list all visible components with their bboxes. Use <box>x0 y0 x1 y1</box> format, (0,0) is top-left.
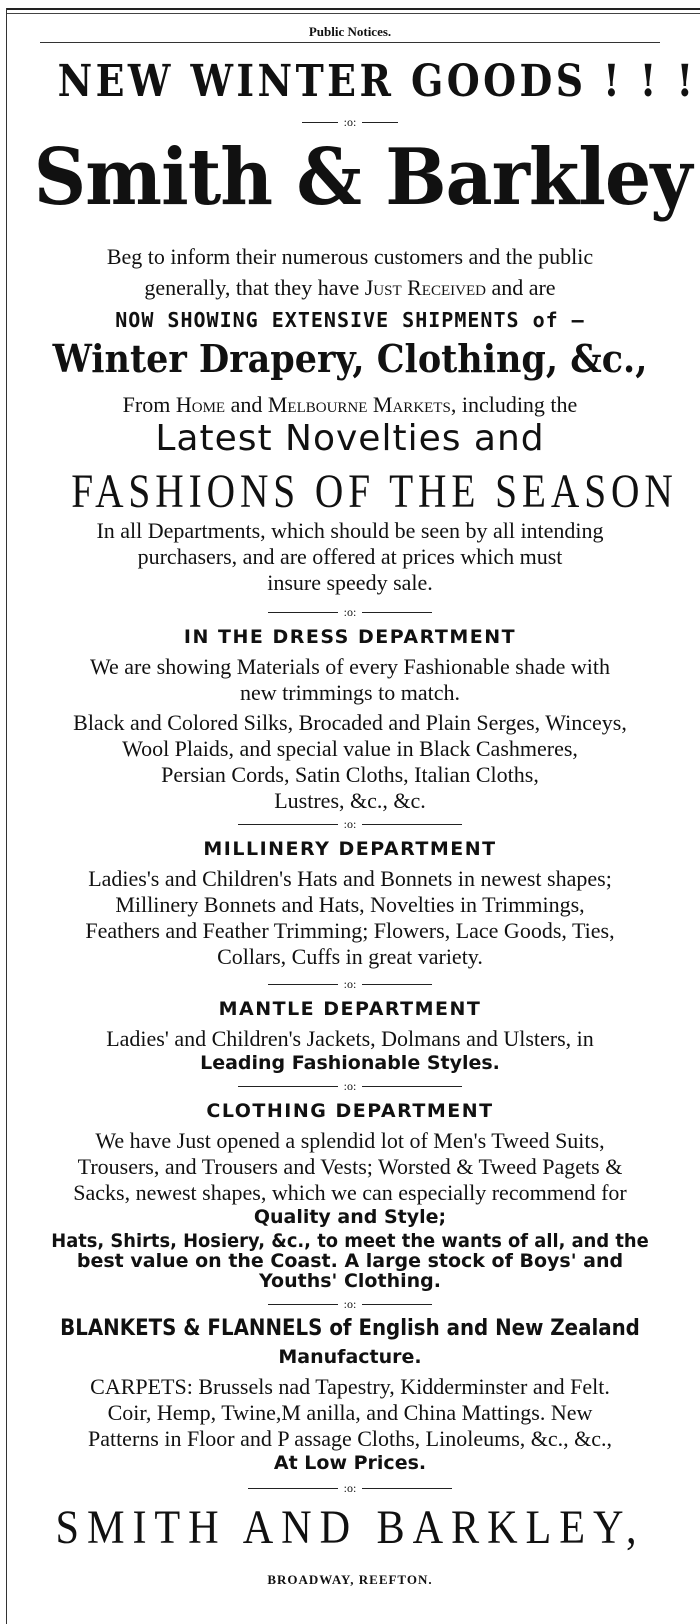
millinery-department-title: MILLINERY DEPARTMENT <box>203 838 497 860</box>
firm-title: Smith & Barkley <box>33 132 692 223</box>
intro-line: NOW SHOWING EXTENSIVE SHIPMENTS of — <box>115 308 585 332</box>
millinery-line: Millinery Bonnets and Hats, Novelties in Trimmings, <box>115 892 585 917</box>
clothing-line: We have Just opened a splendid lot of Men's Tweed Suits, <box>95 1128 605 1153</box>
top-rule-thin <box>6 13 700 14</box>
top-rule <box>6 8 700 10</box>
clothing-line: best value on the Coast. A large stock of Boys' and <box>76 1250 624 1272</box>
dress-line: We are showing Materials of every Fashionable shade with <box>90 654 610 679</box>
dress-line: Lustres, &c., &c. <box>274 788 426 813</box>
section-header: Public Notices. <box>308 24 392 39</box>
blankets-line: BLANKETS & FLANNELS of English and New Zealand <box>60 1316 640 1341</box>
separator: :o: <box>0 816 700 832</box>
blankets-line: Manufacture. <box>278 1346 422 1368</box>
intro-line: purchasers, and are offered at prices which must <box>137 544 563 569</box>
separator: :o: <box>0 604 700 620</box>
carpets-line: At Low Prices. <box>273 1452 427 1474</box>
carpets-line: Patterns in Floor and P assage Cloths, Linoleums, &c., &c., <box>87 1426 613 1451</box>
fashions-heading: FASHIONS OF THE SEASON <box>71 465 678 518</box>
intro-line: Beg to inform their numerous customers and the public <box>106 244 594 269</box>
mantle-line: Ladies' and Children's Jackets, Dolmans and Ulsters, in <box>106 1026 594 1051</box>
separator: :o: <box>0 114 700 130</box>
dress-line: Black and Colored Silks, Brocaded and Plain Serges, Winceys, <box>73 710 627 735</box>
millinery-line: Feathers and Feather Trimming; Flowers, Lace Goods, Ties, <box>85 918 615 943</box>
headline: NEW WINTER GOODS ! ! ! <box>57 56 697 107</box>
intro-line: From Home and Melbourne Markets, including the <box>122 392 578 417</box>
separator: :o: <box>0 976 700 992</box>
clothing-department-title: CLOTHING DEPARTMENT <box>206 1100 494 1122</box>
intro-line: In all Departments, which should be seen by all intending <box>96 518 604 543</box>
separator: :o: <box>0 1296 700 1312</box>
dress-line: new trimmings to match. <box>240 680 460 705</box>
mantle-department-title: MANTLE DEPARTMENT <box>218 998 482 1020</box>
dress-line: Wool Plaids, and special value in Black Cashmeres, <box>122 736 578 761</box>
carpets-line: Coir, Hemp, Twine,M anilla, and China Mattings. New <box>107 1400 593 1425</box>
latest-novelties-heading: Latest Novelties and <box>155 418 545 459</box>
footer-address: BROADWAY, REEFTON. <box>267 1572 433 1587</box>
intro-line: generally, that they have Just Received and are <box>144 275 556 300</box>
clothing-line: Youths' Clothing. <box>259 1270 441 1292</box>
winter-drapery-heading: Winter Drapery, Clothing, &c., <box>52 336 648 381</box>
separator: :o: <box>0 1480 700 1496</box>
clothing-line: Sacks, newest shapes, which we can especially recommend for <box>73 1180 627 1205</box>
dress-line: Persian Cords, Satin Cloths, Italian Cloths, <box>161 762 539 787</box>
footer-firm-name: SMITH AND BARKLEY, <box>55 1501 645 1554</box>
header-rule <box>40 42 660 43</box>
clothing-line: Hats, Shirts, Hosiery, &c., to meet the wants of all, and the <box>51 1230 649 1252</box>
millinery-line: Ladies's and Children's Hats and Bonnets in newest shapes; <box>88 866 612 891</box>
separator: :o: <box>0 1078 700 1094</box>
clothing-line: Trousers, and Trousers and Vests; Worsted & Tweed Pagets & <box>77 1154 623 1179</box>
millinery-line: Collars, Cuffs in great variety. <box>217 944 483 969</box>
mantle-line: Leading Fashionable Styles. <box>200 1052 500 1074</box>
carpets-line: CARPETS: Brussels nad Tapestry, Kidderminster and Felt. <box>90 1374 610 1399</box>
intro-line: insure speedy sale. <box>267 570 433 595</box>
dress-department-title: IN THE DRESS DEPARTMENT <box>183 626 517 648</box>
clothing-line: Quality and Style; <box>253 1206 447 1228</box>
